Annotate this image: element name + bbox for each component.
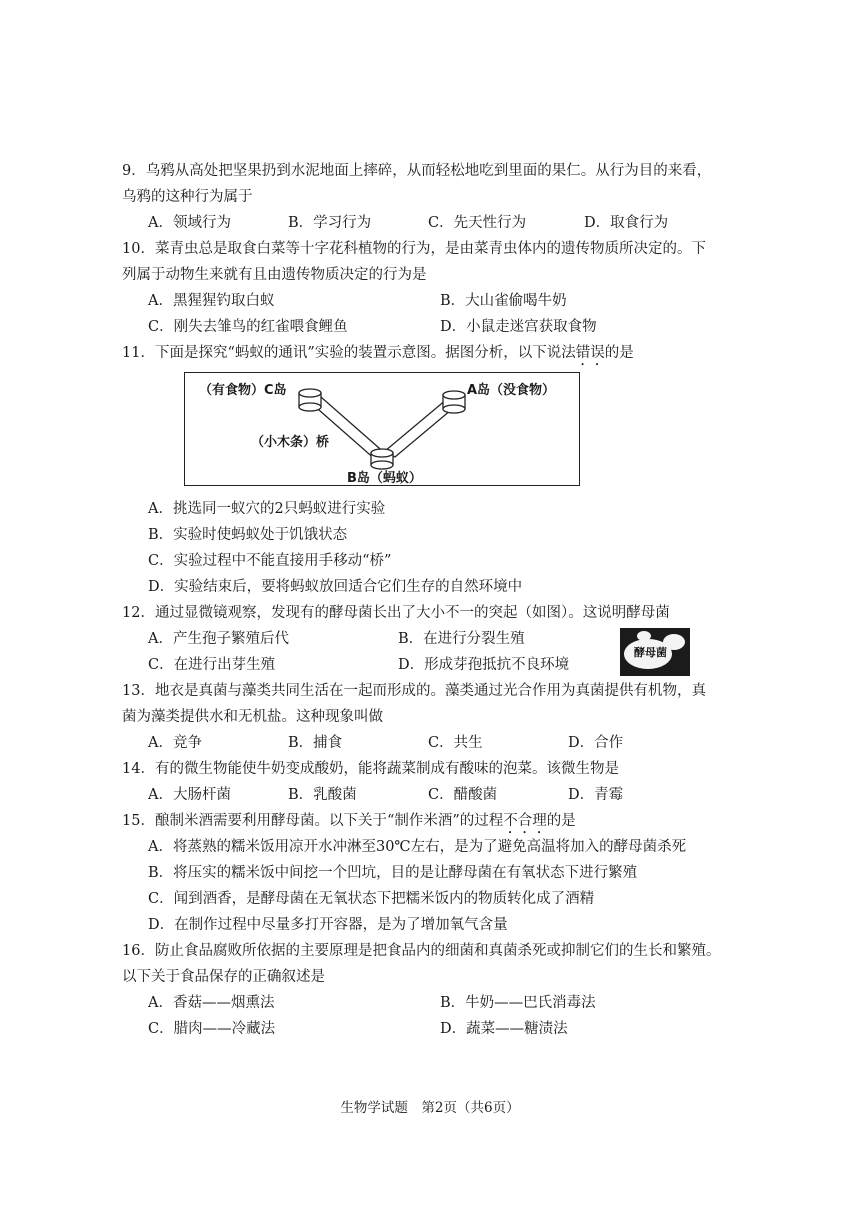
q14-option-d: D．青霉 <box>568 787 624 803</box>
q16-stem-line1: 16．防止食品腐败所依据的主要原理是把食品内的细菌和真菌杀死或抑制它们的生长和繁殖。 <box>122 943 721 959</box>
page-footer: 生物学试题 第2页（共6页） <box>340 1100 520 1116</box>
yeast-micrograph <box>620 628 690 676</box>
q11-option-d: D．实验结束后，要将蚂蚁放回适合它们生存的自然环境中 <box>148 579 523 595</box>
q16-stem-line2: 以下关于食品保存的正确叙述是 <box>122 969 325 985</box>
q10-stem-line1: 10．菜青虫总是取食白菜等十字花科植物的行为，是由菜青虫体内的遗传物质所决定的。下 <box>122 241 706 257</box>
island-c <box>299 389 321 411</box>
q9-option-a: A．领域行为 <box>148 215 231 231</box>
q11-stem: 11．下面是探究“蚂蚁的通讯”实验的装置示意图。据图分析，以下说法错误的是 <box>122 345 634 361</box>
q14-option-b: B．乳酸菌 <box>288 787 357 803</box>
q10-option-a: A．黑猩猩钓取白蚁 <box>148 293 275 309</box>
q16-option-b: B．牛奶——巴氏消毒法 <box>440 995 596 1011</box>
q13-option-d: D．合作 <box>568 735 624 751</box>
island-a <box>443 391 465 413</box>
q14-stem: 14．有的微生物能使牛奶变成酸奶，能将蔬菜制成有酸味的泡菜。该微生物是 <box>122 761 619 777</box>
q11-option-c: C．实验过程中不能直接用手移动“桥” <box>148 553 392 569</box>
q11-emphasis: 错误 <box>575 345 605 361</box>
q10-option-c: C．刚失去雏鸟的红雀喂食鲤鱼 <box>148 319 348 335</box>
q15-option-c: C．闻到酒香，是酵母菌在无氧状态下把糯米饭内的物质转化成了酒精 <box>148 891 595 907</box>
q13-option-c: C．共生 <box>428 735 483 751</box>
ant-experiment-diagram <box>184 372 580 486</box>
q11-option-a: A．挑选同一蚁穴的2只蚂蚁进行实验 <box>148 501 386 517</box>
q16-option-d: D．蔬菜——糖渍法 <box>440 1021 568 1037</box>
a-island-label: A岛（没食物） <box>467 383 556 398</box>
q12-stem: 12．通过显微镜观察，发现有的酵母菌长出了大小不一的突起（如图）。这说明酵母菌 <box>122 605 670 621</box>
c-island-label: （有食物）C岛 <box>199 383 287 398</box>
q14-option-c: C．醋酸菌 <box>428 787 498 803</box>
bridge-label: （小木条）桥 <box>251 435 330 450</box>
q16-option-c: C．腊肉——冷藏法 <box>148 1021 276 1037</box>
q13-option-b: B．捕食 <box>288 735 343 751</box>
q12-option-d: D．形成芽孢抵抗不良环境 <box>398 657 570 673</box>
q13-stem-line2: 菌为藻类提供水和无机盐。这种现象叫做 <box>122 709 383 725</box>
q12-option-b: B．在进行分裂生殖 <box>398 631 525 647</box>
q10-option-b: B．大山雀偷喝牛奶 <box>440 293 567 309</box>
q15-option-b: B．将压实的糯米饭中间挖一个凹坑，目的是让酵母菌在有氧状态下进行繁殖 <box>148 865 638 881</box>
q9-option-c: C．先天性行为 <box>428 215 527 231</box>
q15-emphasis: 不合理 <box>503 813 547 829</box>
q10-option-d: D．小鼠走迷宫获取食物 <box>440 319 597 335</box>
q16-option-a: A．香菇——烟熏法 <box>148 995 275 1011</box>
q10-stem-line2: 列属于动物生来就有且由遗传物质决定的行为是 <box>122 267 427 283</box>
q15-option-d: D．在制作过程中尽量多打开容器，是为了增加氧气含量 <box>148 917 508 933</box>
q15-option-a: A．将蒸熟的糯米饭用凉开水冲淋至30℃左右，是为了避免高温将加入的酵母菌杀死 <box>148 839 687 855</box>
q12-option-a: A．产生孢子繁殖后代 <box>148 631 289 647</box>
q9-option-d: D．取食行为 <box>584 215 669 231</box>
yeast-label: 酵母菌 <box>634 646 667 659</box>
q13-option-a: A．竞争 <box>148 735 202 751</box>
q11-option-b: B．实验时使蚂蚁处于饥饿状态 <box>148 527 348 543</box>
q9-option-b: B．学习行为 <box>288 215 372 231</box>
island-b <box>371 449 393 469</box>
q13-stem-line1: 13．地衣是真菌与藻类共同生活在一起而形成的。藻类通过光合作用为真菌提供有机物，真 <box>122 683 706 699</box>
q9-stem-line1: 9．乌鸦从高处把坚果扔到水泥地面上摔碎，从而轻松地吃到里面的果仁。从行为目的来看， <box>122 163 712 179</box>
b-island-label: B岛（蚂蚁） <box>347 471 422 486</box>
q12-option-c: C．在进行出芽生殖 <box>148 657 276 673</box>
q15-stem: 15．酿制米酒需要利用酵母菌。以下关于“制作米酒”的过程不合理的是 <box>122 813 576 829</box>
q14-option-a: A．大肠杆菌 <box>148 787 231 803</box>
q9-stem-line2: 乌鸦的这种行为属于 <box>122 189 253 205</box>
